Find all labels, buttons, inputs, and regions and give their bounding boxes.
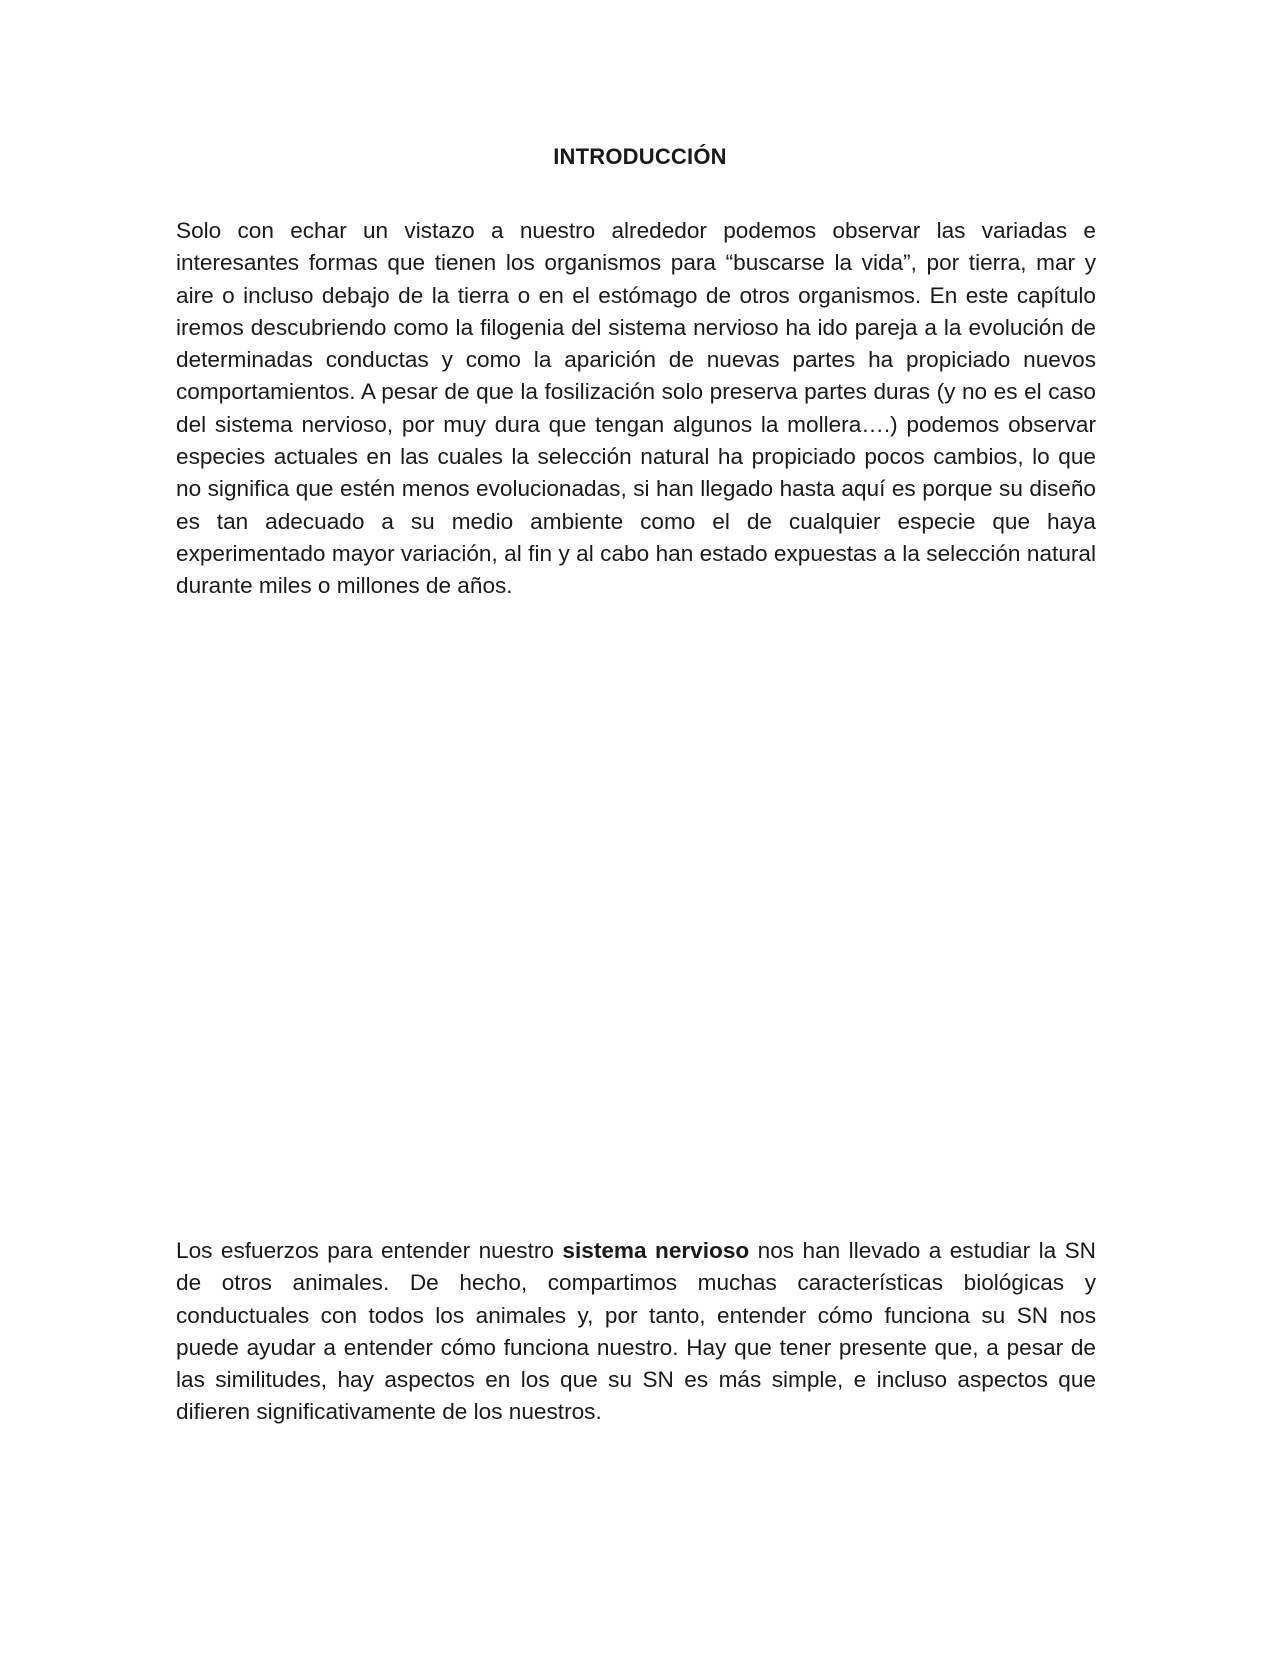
paragraph-text-end: nos han llevado a estudiar la SN de otros animales. De hecho, compartimos muchas características biológicas y conductuales con todos los animales y, por tanto, entender cómo funciona su SN nos puede ayudar a entender cómo funciona nuestro. Hay que tener presente que, a pesar de las similitudes, hay aspectos en los que su SN es más simple, e incluso aspectos que difieren significativamente de los nuestros. xyxy=(176,1238,1096,1425)
intro-paragraph: Solo con echar un vistazo a nuestro alrededor podemos observar las variadas e interesantes formas que tienen los organismos para “buscarse la vida”, por tierra, mar y aire o incluso debajo de la tierra o en el estómago de otros organismos. En este capítulo iremos descubriendo como la filogenia del sistema nervioso ha ido pareja a la evolución de determinadas conductas y como la aparición de nuevas partes ha propiciado nuevos comportamientos. A pesar de que la fosilización solo preserva partes duras (y no es el caso del sistema nervioso, por muy dura que tengan algunos la mollera….) podemos observar especies actuales en las cuales la selección natural ha propiciado pocos cambios, lo que no significa que estén menos evolucionadas, si han llegado hasta aquí es porque su diseño es tan adecuado a su medio ambiente como el de cualquier especie que haya experimentado mayor variación, al fin y al cabo han estado expuestas a la selección natural durante miles o millones de años. xyxy=(176,218,1096,599)
paragraph-text-start: Los esfuerzos para entender nuestro xyxy=(176,1238,563,1263)
page-title: INTRODUCCIÓN xyxy=(553,144,727,169)
bold-term: sistema nervioso xyxy=(562,1238,750,1263)
nervous-system-paragraph xyxy=(176,1235,1096,1429)
